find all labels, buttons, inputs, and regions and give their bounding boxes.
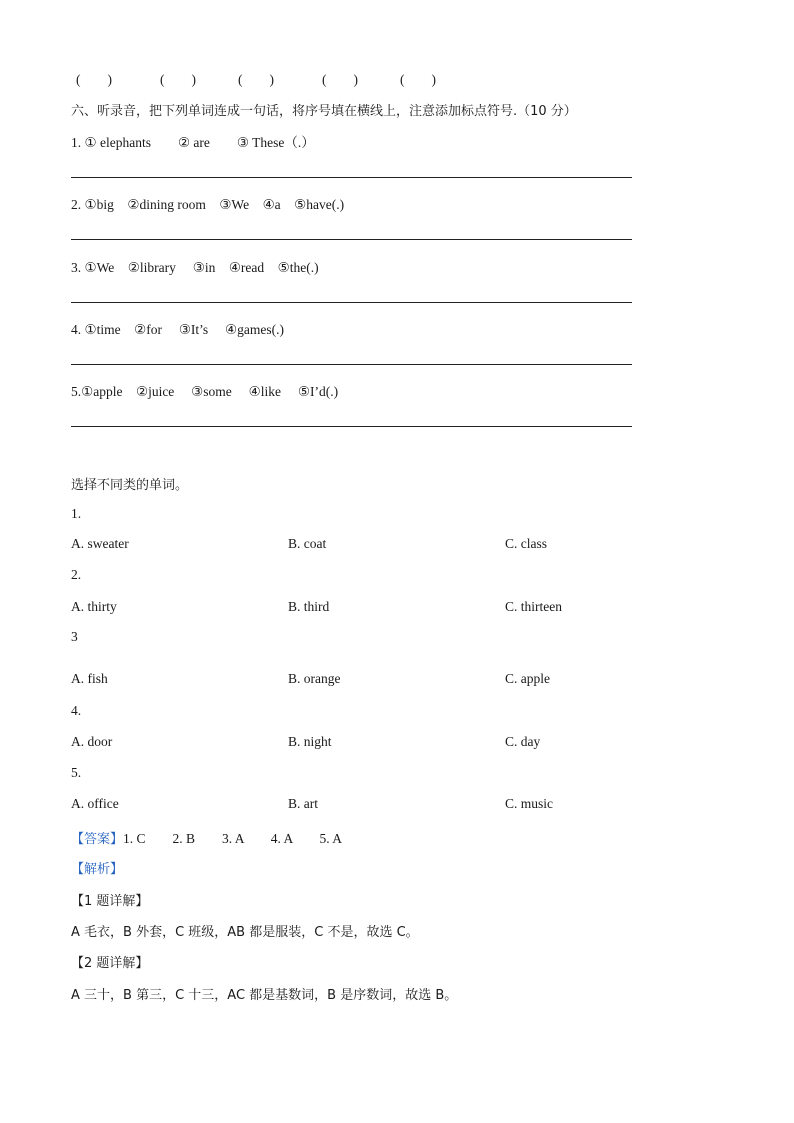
sentence-item-5: 5.①apple ②juice ③some ④like ⑤I’d(.)	[71, 384, 339, 399]
answer-row	[71, 827, 342, 847]
option-c: C. music	[505, 796, 554, 811]
detail1-label: 【1 题详解】	[71, 894, 149, 909]
option-a: A. door	[71, 734, 113, 749]
sentence-item-3: 3. ①We ②library ③in ④read ⑤the(.)	[71, 260, 319, 275]
answer-line-3	[71, 302, 632, 303]
option-c: C. day	[505, 734, 541, 749]
option-a: A. fish	[71, 671, 108, 686]
question-number: 2.	[71, 567, 82, 582]
question-number: 4.	[71, 703, 82, 718]
answer-line-1	[71, 177, 632, 178]
option-a: A. office	[71, 796, 119, 811]
option-b: B. night	[288, 734, 332, 749]
answer-line-5	[71, 426, 632, 427]
detail2-label: 【2 题详解】	[71, 956, 149, 971]
section7-heading: 选择不同类的单词。	[71, 478, 189, 493]
option-a: A. thirty	[71, 599, 117, 614]
option-b: B. orange	[288, 671, 341, 686]
sentence-item-2: 2. ①big ②dining room ③We ④a ⑤have(.)	[71, 197, 345, 212]
detail2-text: A 三十，B 第三，C 十三，AC 都是基数词，B 是序数词，故选 B。	[71, 988, 458, 1003]
answer-blank-3: ( )	[238, 72, 274, 87]
question-number: 5.	[71, 765, 82, 780]
answer-line-4	[71, 364, 632, 365]
option-b: B. third	[288, 599, 330, 614]
detail1-text: A 毛衣，B 外套，C 班级，AB 都是服装，C 不是，故选 C。	[71, 925, 419, 940]
option-a: A. sweater	[71, 536, 129, 551]
analysis-label: 【解析】	[71, 862, 124, 877]
option-b: B. art	[288, 796, 318, 811]
answer-label: 【答案】	[71, 832, 124, 847]
answer-blank-2: ( )	[160, 72, 196, 87]
option-c: C. thirteen	[505, 599, 562, 614]
answer-blank-5: ( )	[400, 72, 436, 87]
question-number: 1.	[71, 506, 82, 521]
section6-heading: 六、听录音，把下列单词连成一句话，将序号填在横线上，注意添加标点符号.（10 分）	[71, 104, 577, 119]
option-c: C. class	[505, 536, 547, 551]
sentence-item-4: 4. ①time ②for ③It’s ④games(.)	[71, 322, 285, 337]
answer-line-2	[71, 239, 632, 240]
answer-blank-1: ( )	[76, 72, 112, 87]
question-number: 3	[71, 629, 78, 644]
sentence-item-1: 1. ① elephants ② are ③ These（.）	[71, 135, 315, 150]
option-b: B. coat	[288, 536, 327, 551]
option-c: C. apple	[505, 671, 550, 686]
answer-blank-4: ( )	[322, 72, 358, 87]
answer-values: 1. C 2. B 3. A 4. A 5. A	[123, 831, 343, 846]
